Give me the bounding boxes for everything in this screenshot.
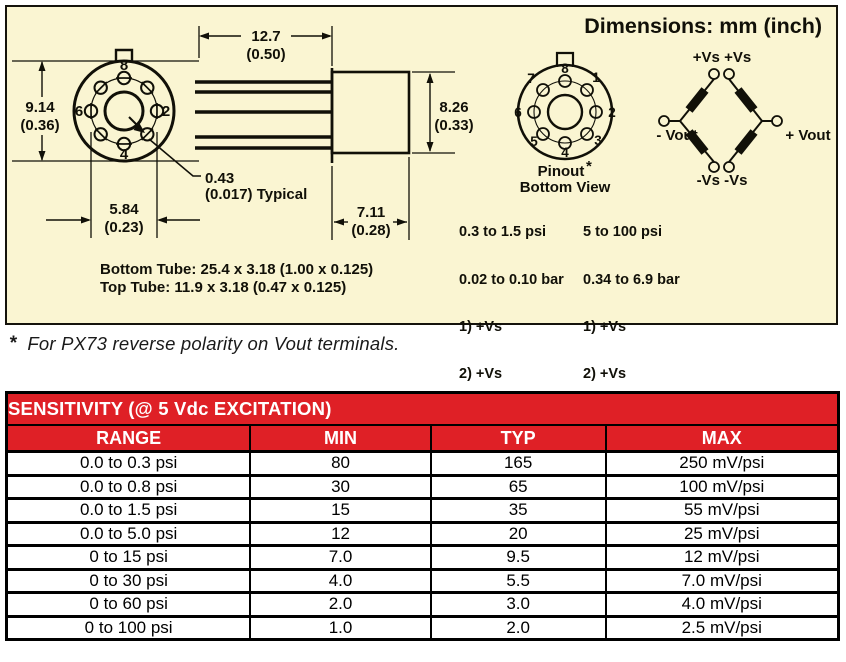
table-cell: 0.0 to 0.3 psi [7, 452, 251, 476]
pinout-pin-2: 2 [608, 105, 616, 120]
dim-lead-length-inch: (0.50) [246, 46, 286, 63]
col-header-typ: TYP [431, 425, 606, 452]
pinout-pin-3: 3 [594, 133, 602, 148]
table-cell: 5.5 [431, 569, 606, 593]
table-cell: 0.0 to 5.0 psi [7, 522, 251, 546]
table-cell: 165 [431, 452, 606, 476]
pinout-caption-view: Bottom View [519, 179, 611, 196]
dim-lead-dia-mm: 0.43 [205, 170, 235, 187]
leftview-pin-2-label: 2 [161, 103, 171, 120]
table-cell: 80 [250, 452, 431, 476]
dim-height [20, 61, 59, 161]
table-cell: 4.0 [250, 569, 431, 593]
dim-can-height-inch: (0.33) [434, 117, 474, 134]
table-row [7, 569, 839, 593]
table-row [7, 499, 839, 523]
footnote-asterisk: * [9, 333, 17, 354]
table-cell: 2.0 [250, 593, 431, 617]
table-cell: 2.0 [431, 616, 606, 640]
table-cell: 65 [431, 475, 606, 499]
dim-lead-length-mm: 12.7 [251, 28, 281, 45]
dim-pin-spacing-inch: (0.23) [104, 219, 144, 236]
col-header-max: MAX [606, 425, 839, 452]
table-cell: 1.0 [250, 616, 431, 640]
table-cell: 0.0 to 1.5 psi [7, 499, 251, 523]
table-cell: 35 [431, 499, 606, 523]
dim-lead-dia-inch: (0.017) Typical [205, 186, 308, 203]
table-cell: 100 mV/psi [606, 475, 839, 499]
pinout-caption-star: * [586, 158, 592, 175]
leftview-pin-4-label: 4 [119, 146, 129, 163]
table-cell: 15 [250, 499, 431, 523]
table-cell: 9.5 [431, 546, 606, 570]
pinout-pin-1: 1 [592, 70, 600, 85]
pinout-caption: Pinout [537, 163, 585, 180]
footnote [9, 333, 529, 355]
bridge-top-label: +Vs +Vs [692, 49, 752, 66]
bridge-left-label: - Vout [656, 127, 698, 144]
sensitivity-table [5, 391, 840, 641]
bridge-right-label: + Vout [785, 127, 831, 144]
bridge-bottom-label: -Vs -Vs [696, 172, 748, 189]
table-cell: 0 to 100 psi [7, 616, 251, 640]
pinout-pin-8: 8 [561, 61, 569, 76]
table-cell: 12 [250, 522, 431, 546]
table-cell: 0 to 15 psi [7, 546, 251, 570]
table-row [7, 522, 839, 546]
table-cell: 4.0 mV/psi [606, 593, 839, 617]
table-row [7, 475, 839, 499]
dim-can-width-inch: (0.28) [351, 222, 391, 239]
tube-note-top: Top Tube: 11.9 x 3.18 (0.47 x 0.125) [100, 279, 347, 296]
pinout-pin-5: 5 [530, 134, 538, 149]
table-cell: 20 [431, 522, 606, 546]
pinout-range-label: 0.02 to 0.10 bar [459, 271, 564, 288]
table-cell: 0 to 30 psi [7, 569, 251, 593]
panel-title: Dimensions: mm (inch) [584, 14, 822, 38]
table-cell: 7.0 mV/psi [606, 569, 839, 593]
dim-pin-spacing-mm: 5.84 [109, 201, 139, 218]
pinout-line: 1) +Vs [583, 318, 627, 335]
table-cell: 0.0 to 0.8 psi [7, 475, 251, 499]
footnote-text: For PX73 reverse polarity on Vout terminals. [27, 333, 400, 354]
col-header-min: MIN [250, 425, 431, 452]
table-row [7, 593, 839, 617]
dim-height-inch: (0.36) [20, 117, 60, 134]
table-cell: 12 mV/psi [606, 546, 839, 570]
table-cell: 7.0 [250, 546, 431, 570]
pinout-pin-7: 7 [527, 71, 535, 86]
table-cell: 55 mV/psi [606, 499, 839, 523]
pinout-range-label: 5 to 100 psi [583, 224, 662, 241]
table-row [7, 616, 839, 640]
table-row [7, 546, 839, 570]
pinout-line: 2) +Vs [583, 365, 627, 382]
leftview-pin-6-label: 6 [74, 103, 84, 120]
bridge-schematic [656, 49, 830, 189]
table-cell: 250 mV/psi [606, 452, 839, 476]
leftview-pin-8-label: 8 [119, 57, 129, 74]
dim-lead-length [199, 26, 332, 66]
table-cell: 30 [250, 475, 431, 499]
dim-can-height [412, 72, 474, 153]
dim-lead-dia [205, 170, 307, 203]
pinout-range-label: 0.34 to 6.9 bar [583, 271, 680, 288]
pinout-line: 2) +Vs [459, 365, 503, 382]
table-title-row [7, 393, 839, 426]
pinout-pin-6: 6 [514, 105, 522, 120]
pinout-pin-4: 4 [561, 145, 569, 160]
table-row [7, 452, 839, 476]
pinout-range-label: 0.3 to 1.5 psi [459, 224, 547, 241]
col-header-range: RANGE [7, 425, 251, 452]
side-view-diagram [195, 68, 409, 163]
table-cell: 25 mV/psi [606, 522, 839, 546]
table-cell: 0 to 60 psi [7, 593, 251, 617]
pinout-diagram [514, 53, 616, 196]
dim-can-width-mm: 7.11 [356, 204, 386, 221]
dim-can-height-mm: 8.26 [439, 99, 469, 116]
table-header-row [7, 425, 839, 452]
table-cell: 3.0 [431, 593, 606, 617]
pinout-line: 1) +Vs [459, 318, 503, 335]
tube-note-bottom: Bottom Tube: 25.4 x 3.18 (1.00 x 0.125) [100, 261, 374, 278]
table-cell: 2.5 mV/psi [606, 616, 839, 640]
dim-can-width [332, 157, 409, 240]
dim-height-mm: 9.14 [25, 99, 55, 116]
table-title: SENSITIVITY (@ 5 Vdc EXCITATION) [7, 393, 839, 426]
